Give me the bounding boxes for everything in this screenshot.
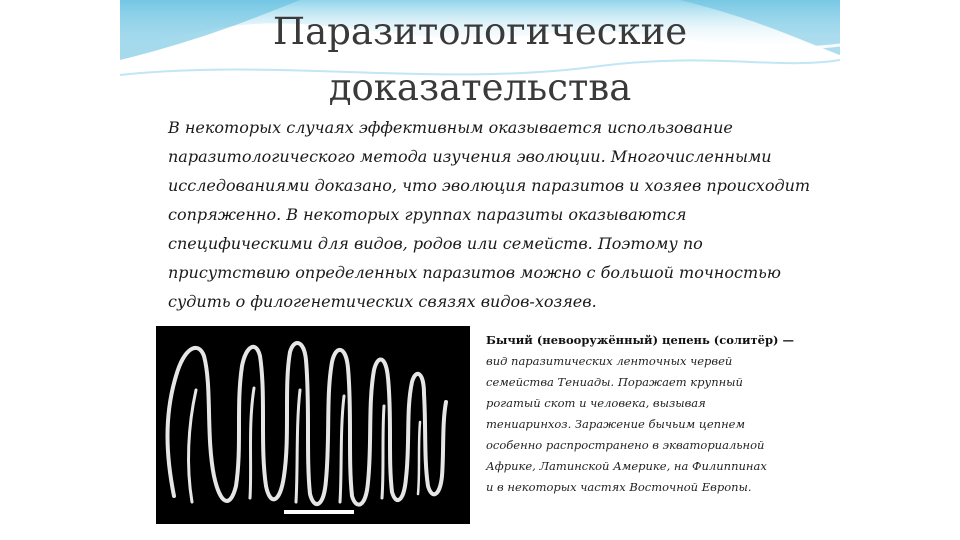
paragraph-line: специфическими для видов, родов или семейств. Поэтому по [168, 234, 703, 253]
title-line-2: доказательства [328, 66, 632, 109]
caption-line: вид паразитических ленточных червей [486, 354, 733, 368]
body-paragraph [168, 113, 828, 316]
caption-heading: Бычий (невооружённый) цепень (солитёр) — [486, 333, 794, 347]
caption-line: Африке, Латинской Америке, на Филиппинах [486, 459, 767, 473]
paragraph-line: паразитологического метода изучения эволюции. Многочисленными [168, 147, 772, 166]
caption-line: и в некоторых частях Восточной Европы. [486, 480, 752, 494]
caption-line: семейства Тениады. Поражает крупный [486, 375, 743, 389]
title-line-1: Паразитологические [272, 10, 688, 53]
photo-caption [486, 330, 816, 498]
caption-line: рогатый скот и человека, вызывая [486, 396, 706, 410]
slide [120, 0, 840, 540]
scale-bar [284, 510, 354, 514]
caption-line: тениаринхоз. Заражение бычьим цепнем [486, 417, 745, 431]
paragraph-line: сопряженно. В некоторых группах паразиты оказываются [168, 205, 687, 224]
tapeworm-photo [156, 326, 470, 524]
slide-title [120, 0, 840, 116]
paragraph-line: исследованиями доказано, что эволюция паразитов и хозяев происходит [168, 176, 811, 195]
paragraph-line: присутствию определенных паразитов можно с большой точностью [168, 263, 781, 282]
tapeworm-illustration [156, 326, 470, 524]
paragraph-line: В некоторых случаях эффективным оказывается использование [168, 118, 733, 137]
paragraph-line: судить о филогенетических связях видов-хозяев. [168, 292, 597, 311]
caption-line: особенно распространено в экваториальной [486, 438, 765, 452]
